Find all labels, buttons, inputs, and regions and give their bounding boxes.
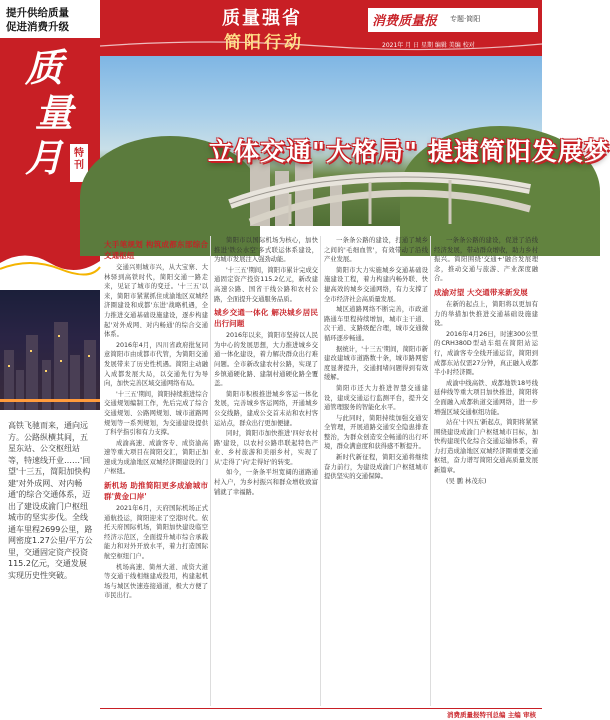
paragraph: 城区道路网络不断完善，市政道路通车里程持续增加，城市主干道、次干道、支路级配合理，城市交通微循环逐步畅通。: [324, 306, 428, 342]
paragraph: '十三五'期间，简阳持续推进综合交通规划编制工作，先后完成了综合交通规划、公路网规划、城市道路网规划等一系列规划，为交通建设提供了科学指引和有力支撑。: [104, 390, 208, 437]
article-column-3: [324, 236, 428, 706]
paragraph: 成渝中线高铁、成都地铁18号线延伸线等重大项目加快推进，简阳将全面融入成都轨道交通网络，进一步增强区域交通枢纽功能。: [434, 379, 538, 416]
issue-meta: 2021年 月 日 星期 编辑 美编 校对: [382, 42, 475, 49]
slogan-line-2: 促进消费升级: [6, 21, 69, 33]
article-column-4: [434, 236, 538, 706]
paragraph: 与此同时，简阳持续加强交通安全管理，开展道路交通安全隐患排查整治，为群众创造安全畅通的出行环境，群众满意度和获得感不断提升。: [324, 414, 428, 451]
paragraph: 简阳市以国际机场为核心，加快推进'铁公水空'多式联运体系建设，为城市发展注入强劲动能。: [214, 237, 318, 264]
sidebar-caption: 高铁飞驰而来，通向远方。公路纵横其间，五星东站、公交枢纽站等，特速线开业……'回望'十三五，简阳加快构建'对外成网、对内畅通'的综合交通体系，迈出了建设成渝门户枢纽城市的坚实步伐。全线通车里程2699公里，路网密度1.27公里/平方公里，交通固定资产投资115.2亿元，交通发展实现历史性突破。: [8, 421, 93, 580]
paragraph: 同时，简阳市加快推进'四好农村路'建设，以农村公路串联起特色产业、乡村旅游和美丽乡村，实现了从'走得了'向'走得好'的转变。: [214, 430, 318, 466]
brand-char-3: 月: [24, 135, 63, 180]
paragraph: 如今，一条条平坦宽阔的道路通村入户，为乡村振兴和群众增收致富铺就了幸福路。: [214, 469, 318, 496]
paragraph: 简阳市大力实施城乡交通基础设施建设工程，着力构建内畅外联、快捷高效的城乡交通网络，有力支撑了全市经济社会高质量发展。: [324, 266, 428, 303]
paragraph: 2016年4月26日，时速300公里的CRH380D型动车组在简阳站运行，成渝客专全线开通运营，简阳到成都东站仅需27分钟，真正融入成都半小时经济圈。: [434, 330, 538, 377]
night-city-photo: [0, 290, 100, 410]
paragraph: 一条条公路的建设，打通了城乡之间的'毛细血管'，有效带动了沿线产业发展。: [324, 237, 428, 264]
paragraph: 据统计，'十三五'期间，简阳市新建改建城市道路数十条，城市路网密度显著提升，交通拥堵问题得到有效缓解。: [324, 345, 428, 382]
slogan-line-1: 提升供给质量: [6, 7, 69, 19]
brand-char-1: 质: [24, 45, 63, 90]
hero-photo-highway-bridge: [100, 56, 610, 226]
paragraph: 新时代新征程，简阳交通将继续奋力前行，为建设成渝门户枢纽城市提供坚实的交通保障。: [324, 454, 428, 481]
hero-headline: 立体交通"大格局" 提速简阳发展梦: [208, 137, 610, 166]
header-title-line-1: 质量强省: [222, 8, 302, 29]
paragraph: 简阳市还大力推进智慧交通建设，建成交通运行监测平台，提升交通管理服务的智能化水平。: [324, 384, 428, 412]
paragraph: 2021年6月，天府国际机场正式通航投运，简阳迎来了空港时代。依托天府国际机场，简阳加快建设临空经济示范区，全面提升城市综合承载能力和对外开放水平，着力打造国际航空枢纽门户。: [104, 505, 208, 561]
brand-char-2: 量: [34, 90, 73, 135]
masthead: [368, 8, 538, 32]
sidebar-slogan: [6, 6, 98, 34]
paragraph: 一条条公路的建设，促进了沿线经济发展，带动群众增收，助力乡村振兴。简阳围绕'交通+'融合发展理念，推动交通与旅游、产业深度融合。: [434, 237, 538, 283]
paragraph: 简阳市积极推进城乡客运一体化发展，完善城乡客运网络，开通城乡公交线路，建成公交首末站和农村客运站点，群众出行更加便捷。: [214, 390, 318, 427]
paragraph: 交通兴则城市兴，从大宝寨、大林驿到高铁时代，简阳交通一路走来，见证了城市的变迁。'十三五'以来，简阳市紧紧抓住成渝地区双城经济圈建设和成都'东进'战略机遇，全力推进交通基础设施建设，逐步构建起'对外成网、对内畅通'的综合交通体系。: [104, 264, 208, 339]
header-title-line-2: 简阳行动: [224, 33, 304, 53]
paragraph: 2016年4月，四川省政府批复同意简阳市由成都市代管，为简阳交通发展带来了历史性机遇。简阳主动融入成都发展大局，以交通先行为导向，加快完善区域交通网络布局。: [104, 341, 208, 388]
section-heading-new-airport: 新机场 助推简阳更多成渝城市群'黄金口岸': [104, 481, 208, 502]
paragraph: 成渝高速、成渝客专、成资渝高速等重大项目在简阳交汇，简阳正加速成为成渝地区双城经济圈建设的门户枢纽。: [104, 439, 208, 476]
masthead-subtitle: 专题·简阳: [450, 15, 481, 23]
paragraph: '十三五'期间，简阳市累计完成交通固定资产投资115.2亿元，新改建高速公路、国省干线公路和农村公路，全面提升交通服务品质。: [214, 266, 318, 303]
paragraph: 2016年以来，简阳市坚持以人民为中心的发展思想，大力推进城乡交通一体化建设，着力解决群众出行难问题。全市新改建农村公路，实现了乡镇通硬化路、建制村通硬化路全覆盖。: [214, 332, 318, 388]
byline: (吴 鹏 林茂东): [446, 477, 487, 485]
special-issue-tag: 特刊: [70, 144, 88, 182]
masthead-title: 消费质量报: [372, 14, 438, 29]
footer-credits: 消费质量报特刊总编 主编 审核: [446, 711, 536, 719]
paragraph: 在新的起点上，简阳将以更加有力的举措加快推进交通基础设施建设。: [434, 300, 538, 328]
section-heading-chengyu: 成渝对望 大交通带来新发展: [434, 287, 528, 297]
header-title: [212, 2, 330, 54]
paragraph: 站在'十四五'新起点，简阳将紧紧围绕建设成渝门户枢纽城市目标，加快构建现代化综合交通运输体系，着力打造成渝地区双城经济圈重要交通枢纽，奋力谱写简阳交通高质量发展新篇章。: [434, 419, 538, 475]
paragraph: 机场高速、简州大道、成资大道等交通干线相继建成投用，构建起机场与城区快速连接通道，极大方便了市民出行。: [104, 563, 208, 600]
article-column-1: [104, 236, 208, 706]
page-footer: [100, 708, 542, 720]
section-heading-urban-rural: 城乡交通一体化 解决城乡居民出行问题: [214, 308, 318, 329]
section-heading-planning: 大手笔规划 构筑成都东部综合交通枢纽: [104, 240, 208, 260]
left-sidebar: [0, 0, 100, 720]
article-column-2: [214, 236, 318, 706]
